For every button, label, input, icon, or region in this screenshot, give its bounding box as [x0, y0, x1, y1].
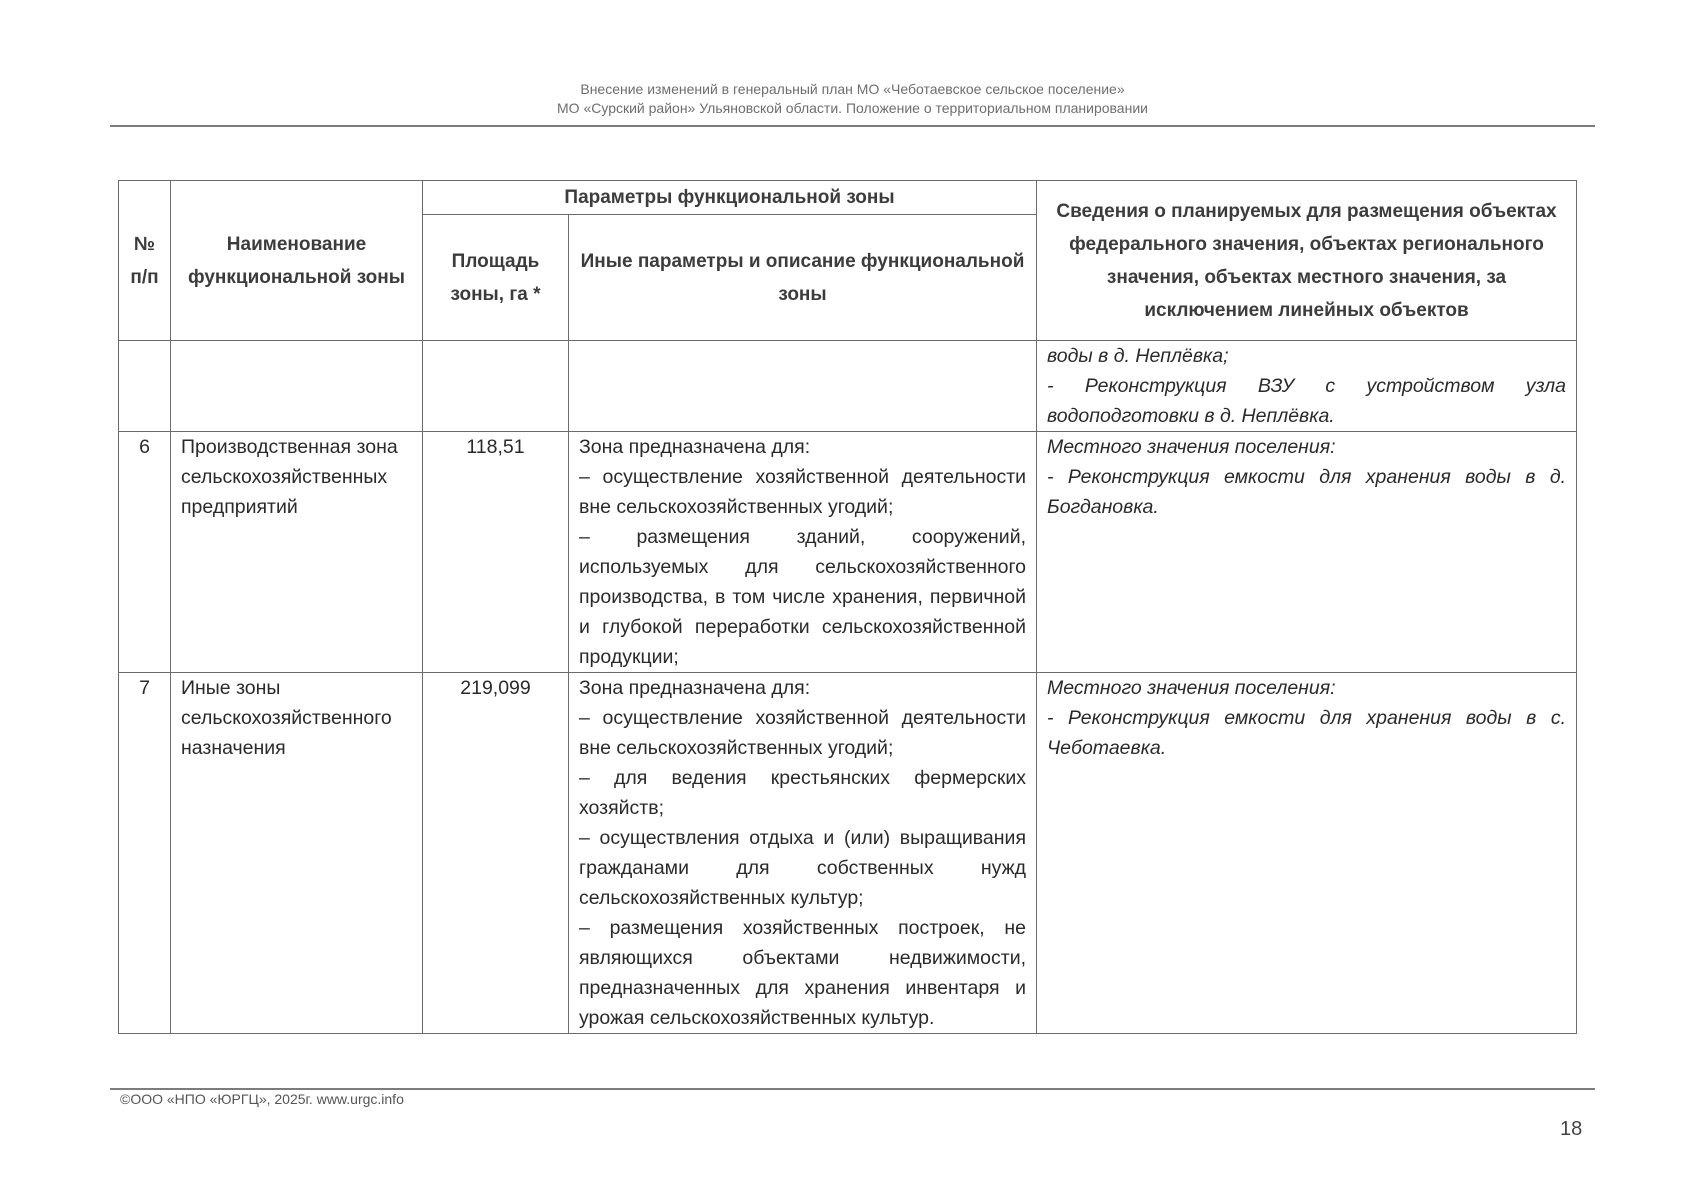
continuation-info-cell [1037, 341, 1577, 432]
zone-area: 118,51 [423, 432, 569, 673]
continuation-name-cell [171, 341, 423, 432]
footer-copyright: ©ООО «НПО «ЮРГЦ», 2025г. www.urgc.info [120, 1091, 404, 1107]
desc-line: Зона предназначена для: [579, 436, 811, 458]
info-line: - Реконструкция емкости для хранения воды в с. Чеботаевка. [1047, 707, 1567, 759]
desc-line: – размещения зданий, сооружений, используемых для сельскохозяйственного производства, в том числе хранения, первичной и глубокой переработки сельскохозяйственной продукции; [579, 526, 1027, 668]
zone-number: 7 [119, 673, 171, 1034]
column-header-other-params: Иные параметры и описание функциональной зоны [569, 215, 1037, 341]
column-header-name: Наименование функциональной зоны [171, 181, 423, 341]
info-line: - Реконструкция ВЗУ с устройством узла водоподготовки в д. Неплёвка. [1047, 375, 1567, 427]
continuation-area-cell [423, 341, 569, 432]
header-divider [110, 125, 1595, 127]
desc-line: – для ведения крестьянских фермерских хозяйств; [579, 767, 1027, 819]
continuation-desc-cell [569, 341, 1037, 432]
header-line-1: Внесение изменений в генеральный план МО «Чеботаевское сельское поселение» [580, 81, 1125, 97]
desc-line: – размещения хозяйственных построек, не являющихся объектами недвижимости, предназначенных для хранения инвентаря и урожая сельскохозяйственных культур. [579, 917, 1027, 1029]
zone-description [569, 673, 1037, 1034]
zone-area: 219,099 [423, 673, 569, 1034]
info-line: - Реконструкция емкости для хранения воды в д. Богдановка. [1047, 466, 1567, 518]
zone-objects-info [1037, 432, 1577, 673]
page-header [110, 80, 1595, 118]
header-line-2: МО «Сурский район» Ульяновской области. Положение о территориальном планировании [557, 100, 1148, 116]
table-row-zone-6 [119, 432, 1577, 673]
table-header-row [119, 181, 1577, 215]
zone-name: Иные зоны сельскохозяйственного назначения [171, 673, 423, 1034]
column-header-params-group: Параметры функциональной зоны [423, 181, 1037, 215]
desc-line: – осуществление хозяйственной деятельности вне сельскохозяйственных угодий; [579, 707, 1027, 759]
continuation-num-cell [119, 341, 171, 432]
column-header-objects-info: Сведения о планируемых для размещения объектах федерального значения, объектах регионального значения, объектах местного значения, за исключением линейных объектов [1037, 181, 1577, 341]
info-line: Местного значения поселения: [1047, 677, 1336, 699]
column-header-area: Площадь зоны, га * [423, 215, 569, 341]
functional-zones-table [118, 180, 1577, 1034]
zone-objects-info [1037, 673, 1577, 1034]
zone-name: Производственная зона сельскохозяйственных предприятий [171, 432, 423, 673]
desc-line: Зона предназначена для: [579, 677, 811, 699]
column-header-num: № п/п [119, 181, 171, 341]
table-row-zone-7 [119, 673, 1577, 1034]
page-number: 18 [1560, 1118, 1583, 1140]
zone-description [569, 432, 1037, 673]
desc-line: – осуществление хозяйственной деятельности вне сельскохозяйственных угодий; [579, 466, 1027, 518]
zone-number: 6 [119, 432, 171, 673]
desc-line: – осуществления отдыха и (или) выращивания гражданами для собственных нужд сельскохозяйственных культур; [579, 827, 1027, 909]
footer-divider [110, 1088, 1595, 1090]
info-line: Местного значения поселения: [1047, 436, 1336, 458]
table-row-continuation [119, 341, 1577, 432]
info-line: воды в д. Неплёвка; [1047, 345, 1229, 367]
